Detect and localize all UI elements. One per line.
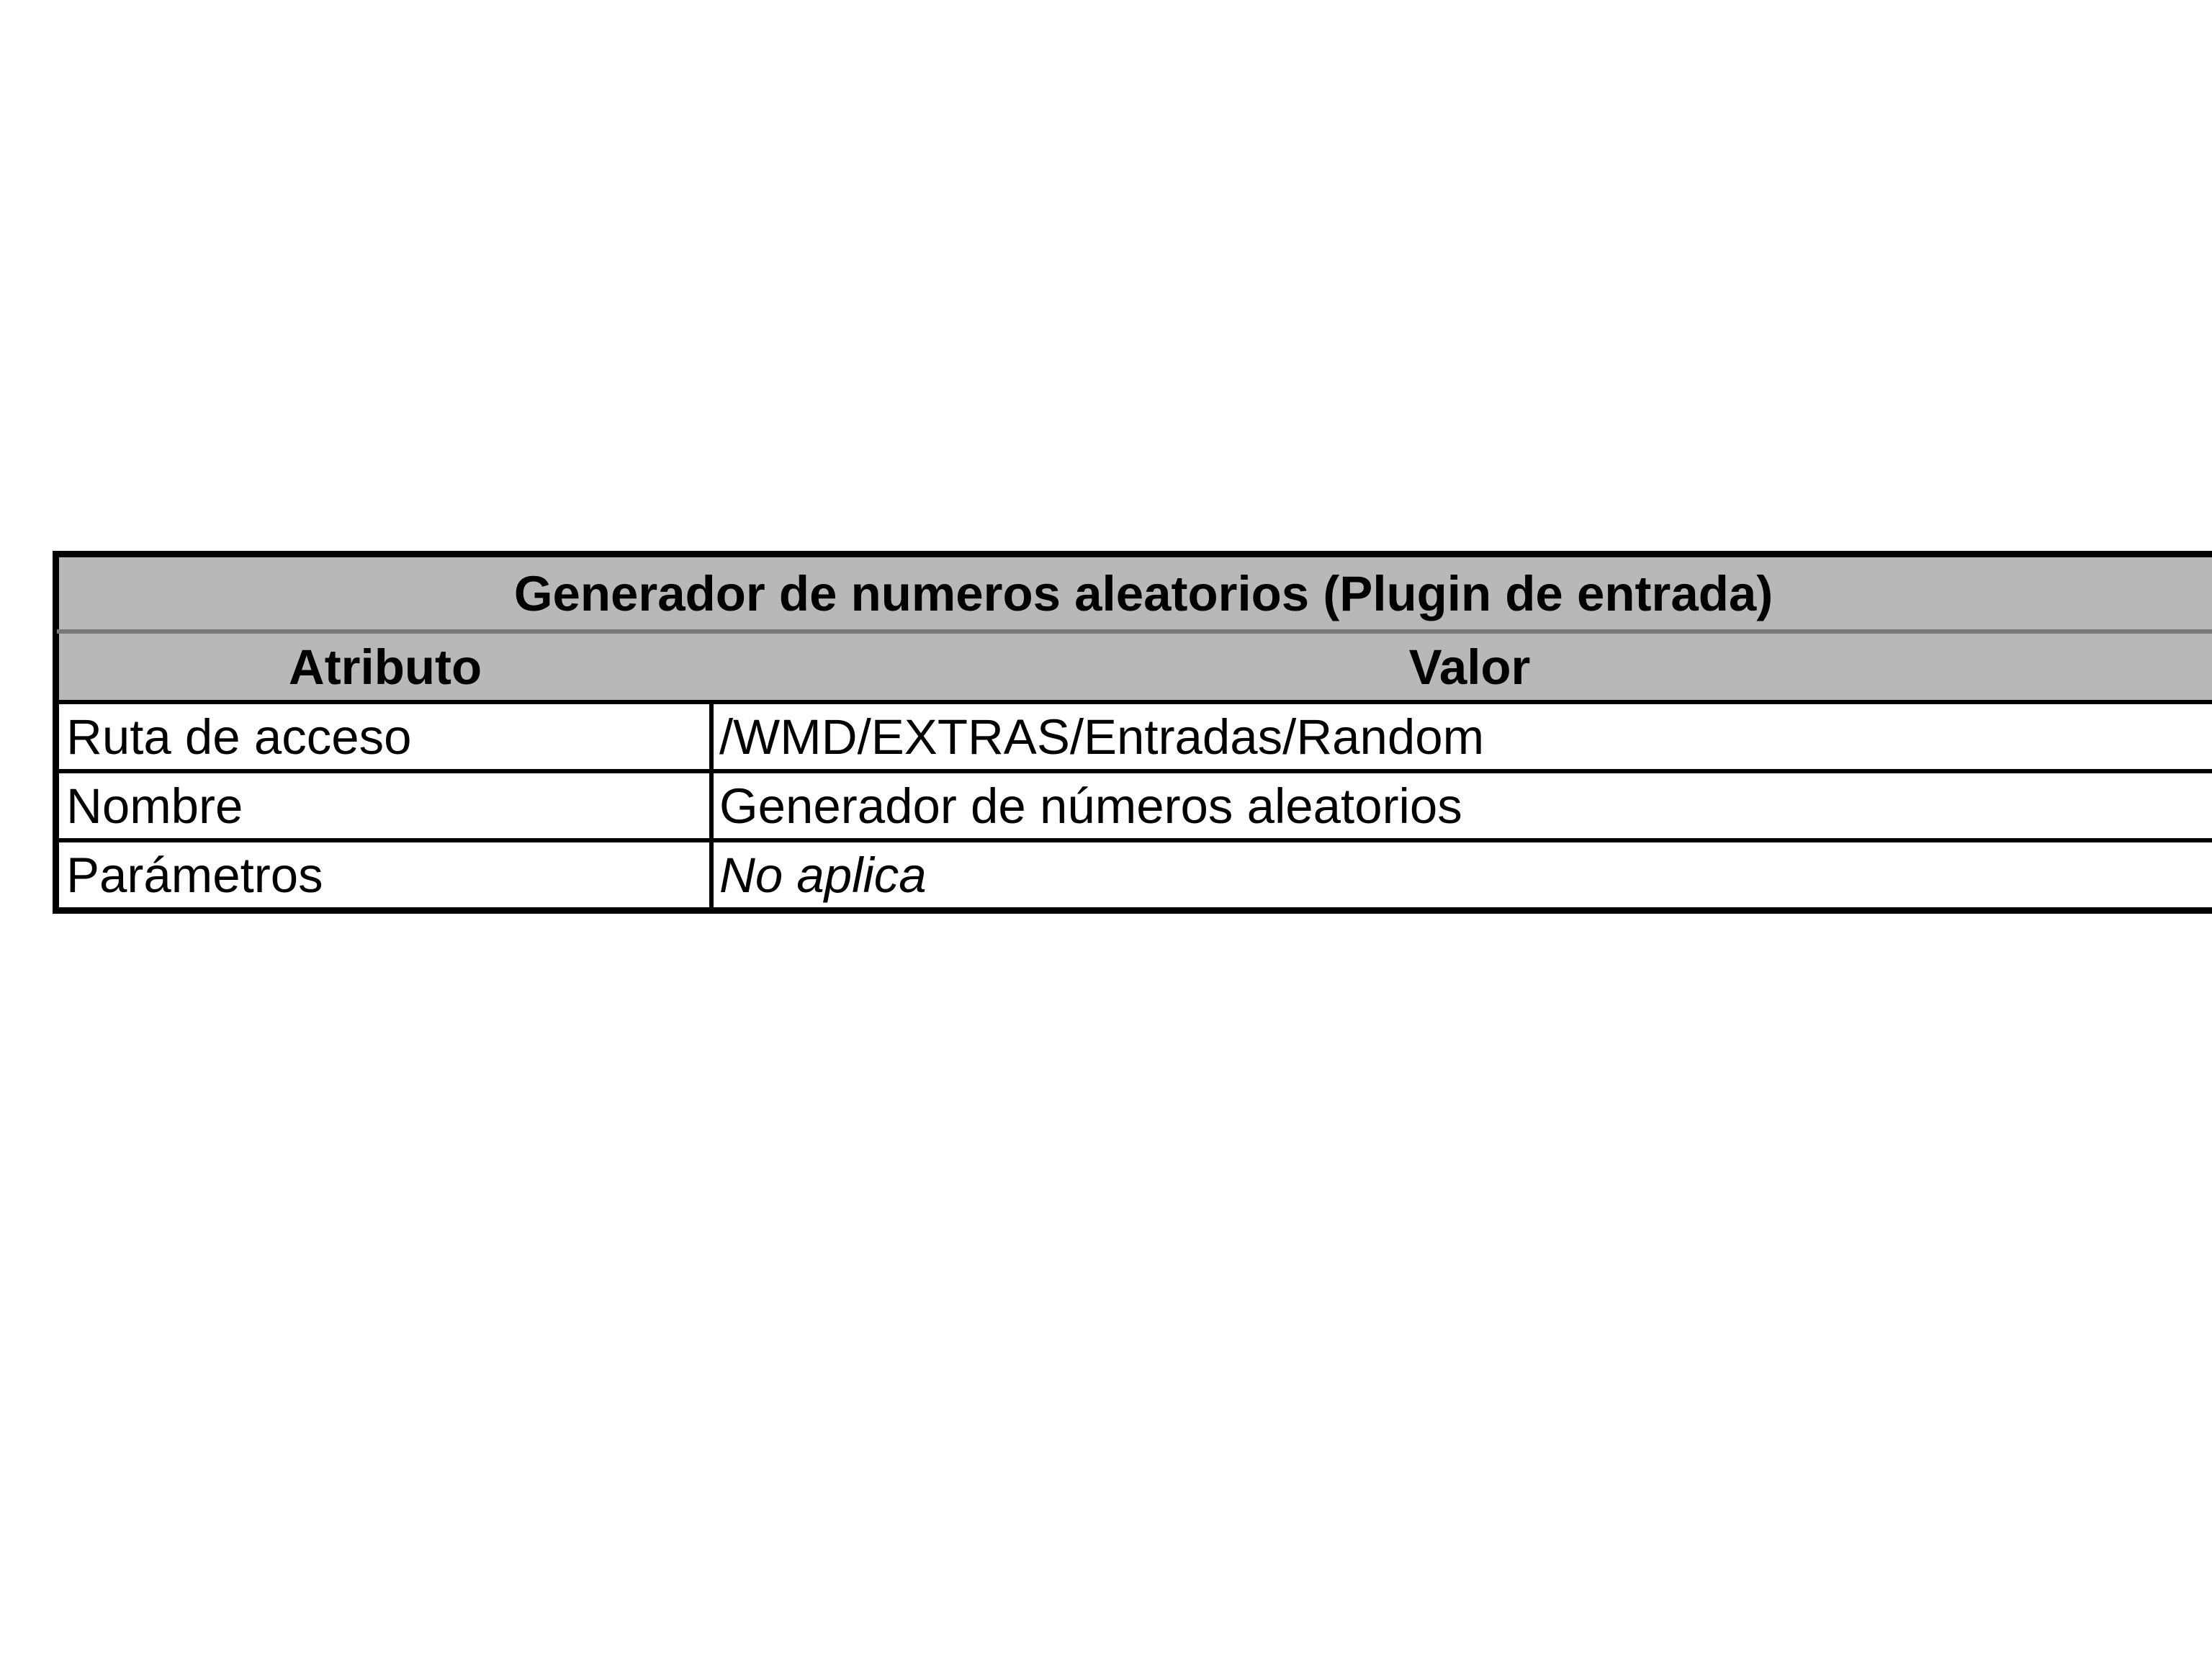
plugin-attributes-table <box>55 553 2212 912</box>
column-header-value: Valor <box>711 631 2212 702</box>
table-header-row <box>57 631 2212 702</box>
table-row <box>57 771 2212 840</box>
table-title: Generador de numeros aleatorios (Plugin de entrada) <box>57 555 2212 631</box>
value-cell-parameters: No aplica <box>711 840 2212 909</box>
column-header-attribute: Atributo <box>57 631 711 702</box>
table-title-row <box>57 555 2212 631</box>
table-row <box>57 840 2212 909</box>
table-row <box>57 702 2212 771</box>
attribute-cell-access-path: Ruta de acceso <box>57 702 711 771</box>
value-cell-name: Generador de números aleatorios <box>711 771 2212 840</box>
attribute-cell-name: Nombre <box>57 771 711 840</box>
value-cell-access-path: /WMD/EXTRAS/Entradas/Random <box>711 702 2212 771</box>
attribute-cell-parameters: Parámetros <box>57 840 711 909</box>
